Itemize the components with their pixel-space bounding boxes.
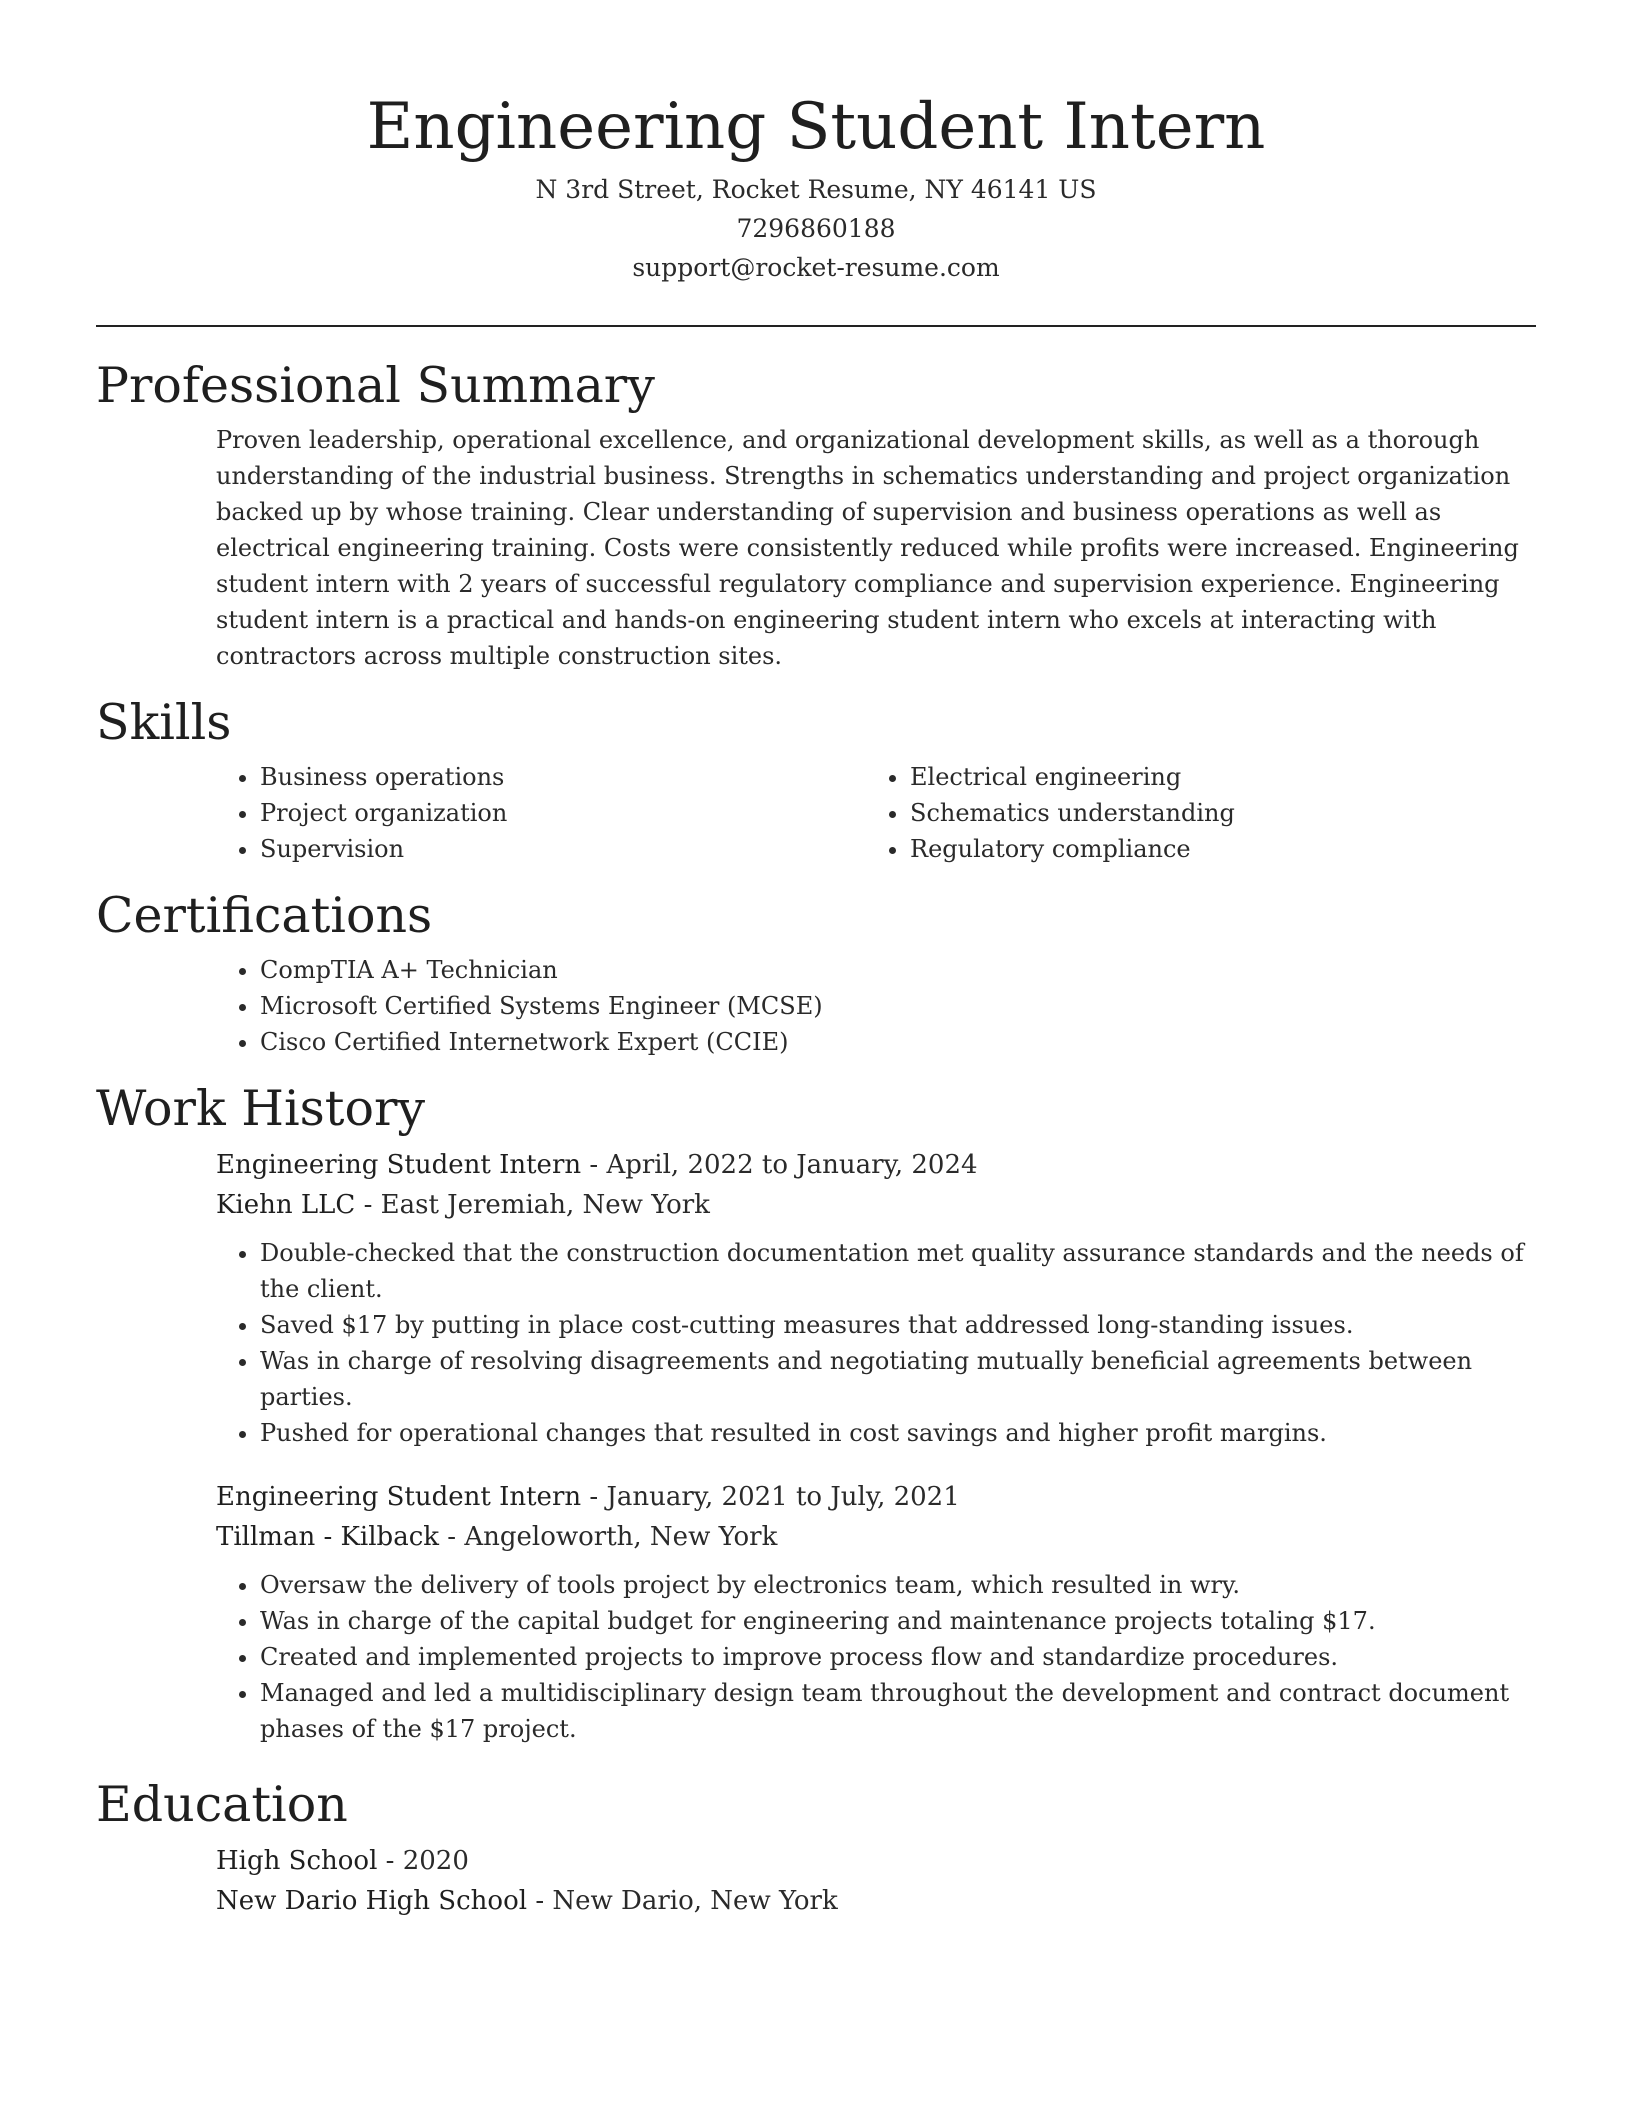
contact-address: N 3rd Street, Rocket Resume, NY 46141 US — [535, 175, 1097, 204]
job-bullet: • Was in charge of resolving disagreements and negotiating mutually beneficial agreements between parties. — [260, 1343, 1536, 1415]
job-dates: - January, 2021 to July, 2021 — [581, 1482, 960, 1512]
education-school: New Dario High School — [216, 1886, 528, 1916]
summary-text: Proven leadership, operational excellence, and organizational development skills, as well as a thorough understanding of the industrial business. Strengths in schematics understanding and project organization backed up by whose training. Clear understanding of supervision and business operations as well as electrical engineering training. Costs were consistently reduced while profits were increased. Engineering student intern with 2 years of successful regulatory compliance and supervision experience. Engineering student intern is a practical and hands-on engineering student intern who excels at interacting with contractors across multiple construction sites. — [216, 426, 1519, 670]
job-bullet: • Was in charge of the capital budget for engineering and maintenance projects totaling $17. — [260, 1603, 1536, 1639]
contact-email: support@rocket-resume.com — [632, 253, 1000, 282]
job-company: Tillman - Kilback — [216, 1522, 440, 1552]
certifications-heading: Certifications — [96, 887, 433, 944]
certifications-list — [216, 952, 1536, 1060]
skill-item: • Project organization — [260, 795, 866, 831]
contact-block — [96, 170, 1536, 287]
summary-heading: Professional Summary — [96, 357, 655, 414]
job-bullet: • Created and implemented projects to improve process flow and standardize procedures. — [260, 1639, 1536, 1675]
skills-heading: Skills — [96, 694, 232, 751]
work-history-section — [96, 1077, 1536, 1747]
job-bullets — [216, 1567, 1536, 1747]
certification-item: • Microsoft Certified Systems Engineer (MCSE) — [260, 988, 1536, 1024]
skill-item: • Supervision — [260, 831, 866, 867]
skills-list-left — [216, 759, 866, 867]
work-history-heading: Work History — [96, 1080, 426, 1137]
job-bullet: • Oversaw the delivery of tools project by electronics team, which resulted in wry. — [260, 1567, 1536, 1603]
resume-page — [96, 0, 1536, 1921]
certifications-section — [96, 884, 1536, 1060]
certifications-body — [216, 952, 1536, 1060]
education-year: - 2020 — [377, 1846, 469, 1876]
job-company-line — [216, 1185, 1536, 1225]
skill-item: • Electrical engineering — [910, 759, 1536, 795]
education-location: - New Dario, New York — [527, 1886, 838, 1916]
education-heading: Education — [96, 1776, 348, 1833]
job-location: - Angeloworth, New York — [439, 1522, 778, 1552]
job-bullets — [216, 1235, 1536, 1451]
education-section — [96, 1773, 1536, 1921]
job-bullet: • Double-checked that the construction documentation met quality assurance standards and the needs of the client. — [260, 1235, 1536, 1307]
job-title-line — [216, 1145, 1536, 1185]
education-entry — [216, 1841, 1536, 1921]
job-company: Kiehn LLC — [216, 1190, 356, 1220]
certification-item: • Cisco Certified Internetwork Expert (CCIE) — [260, 1024, 1536, 1060]
job-bullet: • Managed and led a multidisciplinary design team throughout the development and contract document phases of the $17 project. — [260, 1675, 1536, 1747]
job-title: Engineering Student Intern — [216, 1482, 582, 1512]
education-degree-line — [216, 1841, 1536, 1881]
candidate-name: Engineering Student Intern — [366, 90, 1266, 164]
education-school-line — [216, 1881, 1536, 1921]
job-title-line — [216, 1477, 1536, 1517]
skill-item: • Business operations — [260, 759, 866, 795]
skills-list-right — [866, 759, 1536, 867]
skills-section — [96, 691, 1536, 867]
job-title: Engineering Student Intern — [216, 1150, 582, 1180]
skill-item: • Schematics understanding — [910, 795, 1536, 831]
job-entry — [216, 1145, 1536, 1451]
job-entry — [216, 1477, 1536, 1747]
job-bullet: • Saved $17 by putting in place cost-cutting measures that addressed long-standing issues. — [260, 1307, 1536, 1343]
job-dates: - April, 2022 to January, 2024 — [581, 1150, 978, 1180]
skills-grid — [216, 759, 1536, 867]
contact-phone: 7296860188 — [736, 214, 896, 243]
summary-section — [96, 354, 1536, 674]
header-divider — [96, 325, 1536, 327]
job-company-line — [216, 1517, 1536, 1557]
education-degree: High School — [216, 1846, 378, 1876]
summary-body — [216, 422, 1536, 674]
job-bullet: • Pushed for operational changes that resulted in cost savings and higher profit margins. — [260, 1415, 1536, 1451]
certification-item: • CompTIA A+ Technician — [260, 952, 1536, 988]
resume-header — [96, 0, 1536, 287]
job-location: - East Jeremiah, New York — [355, 1190, 710, 1220]
skill-item: • Regulatory compliance — [910, 831, 1536, 867]
